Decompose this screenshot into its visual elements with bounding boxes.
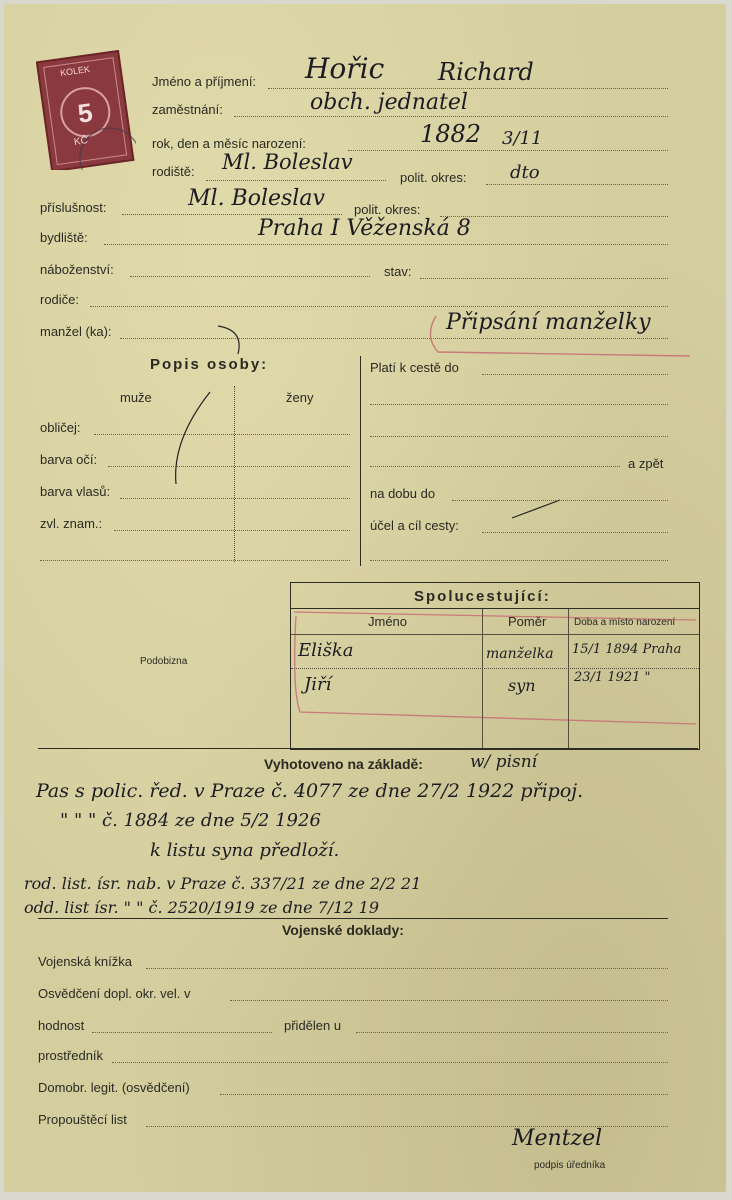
stamp-unit: KČ xyxy=(73,135,89,148)
hw-citizenship: Ml. Boleslav xyxy=(188,186,325,211)
label-citizenship: příslušnost: xyxy=(40,200,107,215)
label-parents: rodiče: xyxy=(40,292,80,307)
label-and-back: a zpět xyxy=(628,456,664,471)
companion-2-name: Jiří xyxy=(304,674,332,695)
label-military-book: Vojenská knížka xyxy=(38,954,132,969)
label-occupation: zaměstnání: xyxy=(152,102,223,117)
label-birthdate: rok, den a měsíc narození: xyxy=(152,136,306,151)
label-religion: náboženství: xyxy=(40,262,114,277)
hw-basis-note: w/ pisní xyxy=(470,752,538,772)
hw-firstname: Richard xyxy=(438,58,534,86)
label-face: obličej: xyxy=(40,420,81,435)
label-marital-status: stav: xyxy=(384,264,412,279)
line-home-legit xyxy=(220,1094,668,1095)
hw-birthyear: 1882 xyxy=(420,120,482,148)
hw-basis-line-2: " " " č. 1884 ze dne 5/2 1926 xyxy=(60,810,321,831)
line-destination-4 xyxy=(370,466,620,467)
heading-description: Popis osoby: xyxy=(150,356,269,373)
label-purpose: účel a cíl cesty: xyxy=(370,518,459,533)
hw-spouse-note: Připsání manželky xyxy=(446,310,651,335)
divider-description-travel xyxy=(360,356,361,566)
label-valid-to: Platí k cestě do xyxy=(370,360,459,375)
companion-2-birth: 23/1 1921 " xyxy=(574,670,651,685)
label-hair-color: barva vlasů: xyxy=(40,484,111,499)
label-eye-color: barva očí: xyxy=(40,452,98,467)
label-signature: podpis úředníka xyxy=(534,1160,606,1171)
hw-birthday: 3/11 xyxy=(502,128,543,149)
table-header-bottom xyxy=(291,634,699,635)
line-rank xyxy=(92,1032,272,1033)
heading-military: Vojenské doklady: xyxy=(282,922,404,938)
line-assigned xyxy=(356,1032,668,1033)
label-duration: na dobu do xyxy=(370,486,436,501)
label-name: Jméno a příjmení: xyxy=(152,74,257,89)
line-valid-to xyxy=(482,374,668,375)
line-military-book xyxy=(146,968,668,969)
separator-military xyxy=(38,918,668,919)
hw-district-1: dto xyxy=(510,162,540,183)
hw-basis-line-5: odd. list ísr. " " č. 2520/1919 ze dne 7/12 19 xyxy=(24,898,380,917)
line-purpose xyxy=(482,532,668,533)
hw-basis-line-3: k listu syna předloží. xyxy=(150,840,340,861)
label-rank: hodnost xyxy=(38,1018,85,1033)
label-female: ženy xyxy=(286,390,314,405)
hw-birthplace: Ml. Boleslav xyxy=(222,150,353,174)
label-male: muže xyxy=(120,390,152,405)
line-intermediary xyxy=(112,1062,668,1063)
table-col-divider-2 xyxy=(568,609,569,749)
label-district-1: polit. okres: xyxy=(400,170,467,185)
hw-basis-line-1: Pas s polic. řed. v Praze č. 4077 ze dne 27/2 1922 připoj. xyxy=(36,780,584,802)
hw-occupation: obch. jednatel xyxy=(310,90,468,115)
companion-1-name: Eliška xyxy=(298,640,354,661)
label-assigned: přidělen u xyxy=(284,1018,342,1033)
hw-residence: Praha I Věženská 8 xyxy=(258,216,471,241)
line-eye-color xyxy=(108,466,350,467)
label-spouse: manžel (ka): xyxy=(40,324,112,339)
stamp-value: 5 xyxy=(75,97,95,129)
table-row-line xyxy=(291,668,699,669)
stamp-top-text: KOLEK xyxy=(59,63,91,79)
line-destination-2 xyxy=(370,404,668,405)
hw-basis-line-4: rod. list. ísr. nab. v Praze č. 337/21 ze dne 2/2 21 xyxy=(24,874,422,893)
label-photo: Podobizna xyxy=(140,656,188,667)
line-marks xyxy=(114,530,350,531)
line-purpose-2 xyxy=(370,560,668,561)
heading-basis: Vyhotoveno na základě: xyxy=(264,756,423,772)
line-duration xyxy=(452,500,668,501)
label-certificate: Osvědčení dopl. okr. vel. v xyxy=(38,986,191,1001)
line-certificate xyxy=(230,1000,668,1001)
hw-surname: Hořic xyxy=(305,52,385,85)
line-hair-color xyxy=(120,498,350,499)
table-header-top xyxy=(291,608,699,609)
hw-signature: Mentzel xyxy=(512,1126,603,1151)
label-marks: zvl. znam.: xyxy=(40,516,103,531)
line-description-extra xyxy=(40,560,350,561)
line-face xyxy=(94,434,350,435)
label-home-legit: Domobr. legit. (osvědčení) xyxy=(38,1080,190,1095)
line-destination-3 xyxy=(370,436,668,437)
separator-basis xyxy=(38,748,698,749)
label-birthplace: rodiště: xyxy=(152,164,195,179)
label-residence: bydliště: xyxy=(40,230,88,245)
table-col-divider-1 xyxy=(482,609,483,749)
label-discharge: Propouštěcí list xyxy=(38,1112,127,1127)
companion-2-relation: syn xyxy=(508,676,536,695)
label-intermediary: prostředník xyxy=(38,1048,104,1063)
col-birth: Doba a místo narození xyxy=(574,617,676,628)
companion-1-relation: manželka xyxy=(486,646,554,662)
heading-companions: Spolucestující: xyxy=(414,588,551,605)
col-relation: Poměr xyxy=(508,614,547,629)
divider-male-female xyxy=(234,386,235,562)
col-name: Jméno xyxy=(368,614,408,629)
companion-1-birth: 15/1 1894 Praha xyxy=(572,642,682,657)
label-district-2: polit. okres: xyxy=(354,202,421,217)
